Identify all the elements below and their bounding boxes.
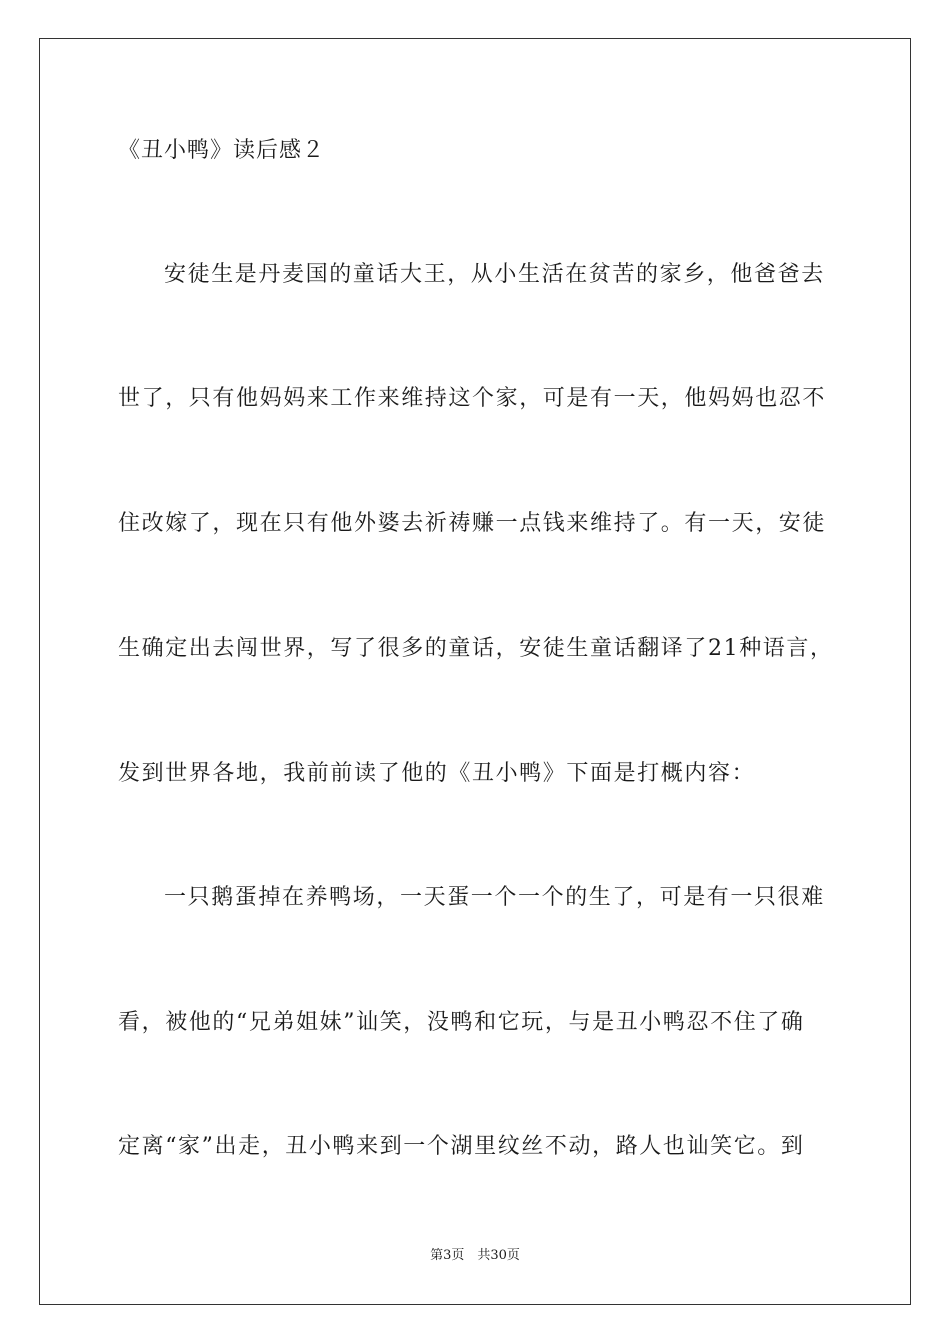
paragraph-line: 看，被他的“兄弟姐妹”讪笑，没鸭和它玩，与是丑小鸭忍不住了确 (118, 1010, 805, 1035)
paragraph-line: 生确定出去闯世界，写了很多的童话，安徒生童话翻译了21种语言， (118, 636, 834, 661)
paragraph-line: 安徒生是丹麦国的童话大王，从小生活在贫苦的家乡，他爸爸去 (164, 262, 825, 287)
page-number-footer: 第3页 共30页 (430, 1248, 520, 1263)
paragraph-line: 定离“家”出走，丑小鸭来到一个湖里纹丝不动，路人也讪笑它。到 (118, 1134, 805, 1159)
document-title: 《丑小鸭》读后感２ (118, 138, 326, 163)
paragraph-line: 世了，只有他妈妈来工作来维持这个家，可是有一天，他妈妈也忍不 (118, 386, 827, 411)
paragraph-line: 住改嫁了，现在只有他外婆去祈祷赚一点钱来维持了。有一天，安徒 (118, 511, 827, 536)
paragraph-line: 一只鹅蛋掉在养鸭场，一天蛋一个一个的生了，可是有一只很难 (164, 885, 825, 910)
paragraph-line: 发到世界各地，我前前读了他的《丑小鸭》下面是打概内容： (118, 761, 756, 786)
page-border (39, 38, 911, 1305)
